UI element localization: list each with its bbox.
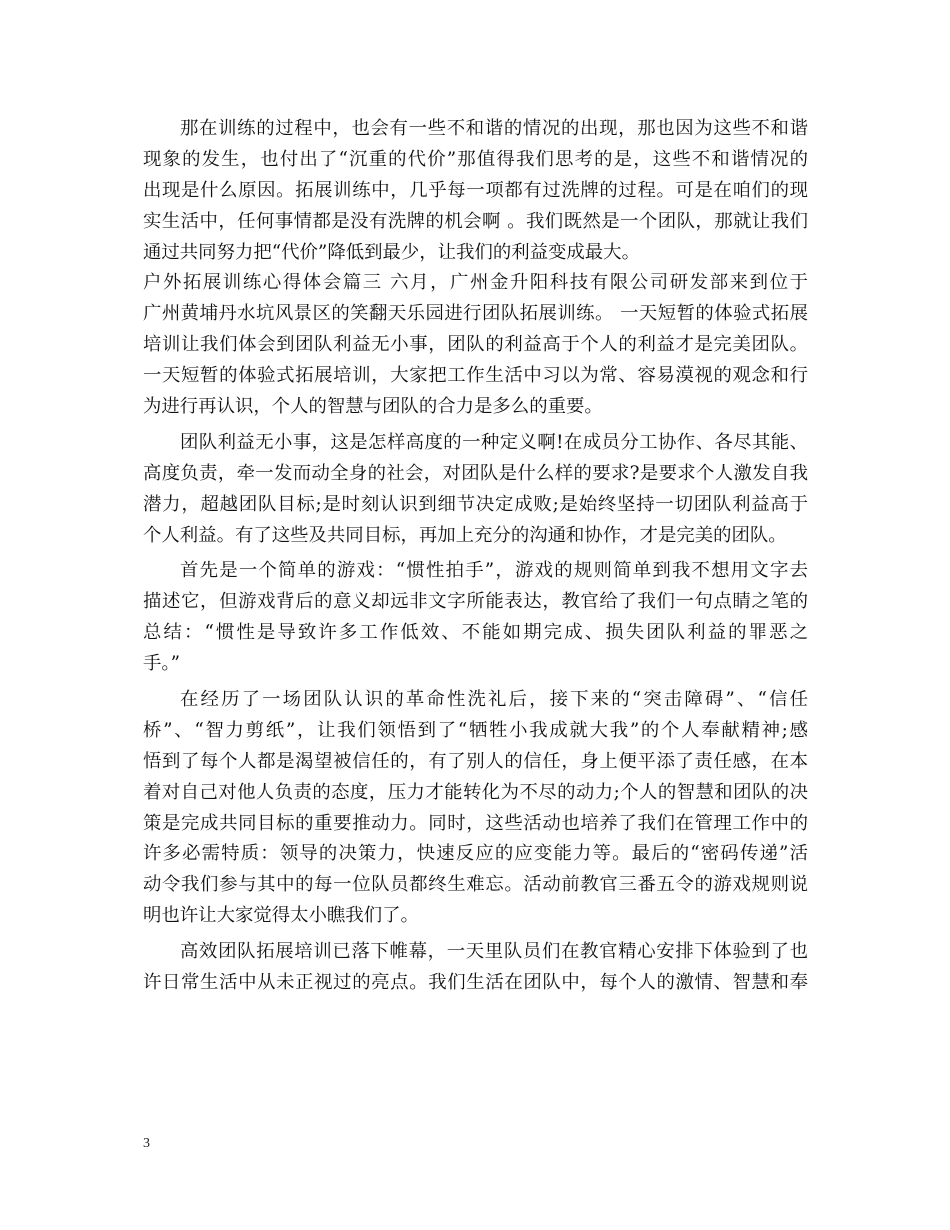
text-line: 动令我们参与其中的每一位队员都终生难忘。活动前教官三番五令的游戏规则说 xyxy=(143,874,808,896)
paragraph xyxy=(143,685,808,932)
paragraph xyxy=(143,428,808,552)
paragraph xyxy=(143,268,808,422)
text-line: 现象的发生，也付出了“沉重的代价”那值得我们思考的是，这些不和谐情况的 xyxy=(143,148,808,170)
document-body xyxy=(143,114,808,999)
text-line: 许多必需特质：领导的决策力，快速反应的应变能力等。最后的“密码传递”活 xyxy=(143,843,808,865)
text-line: 描述它，但游戏背后的意义却远非文字所能表达，教官给了我们一句点睛之笔的 xyxy=(143,591,808,613)
text-line: 悟到了每个人都是渴望被信任的，有了别人的信任，身上便平添了责任感，在本 xyxy=(143,750,808,772)
text-line: 那在训练的过程中，也会有一些不和谐的情况的出现，那也因为这些不和谐 xyxy=(180,118,808,139)
text-line: 手。” xyxy=(143,653,180,675)
text-line: 通过共同努力把“代价”降低到最少，让我们的利益变成最大。 xyxy=(143,241,640,263)
text-line: 高度负责，牵一发而动全身的社会，对团队是什么样的要求?是要求个人激发自我 xyxy=(143,462,808,484)
text-line: 培训让我们体会到团队利益无小事，团队的利益高于个人的利益才是完美团队。 xyxy=(143,334,808,356)
text-line: 着对自己对他人负责的态度，压力才能转化为不尽的动力;个人的智慧和团队的决 xyxy=(143,781,808,803)
text-line: 在经历了一场团队认识的革命性洗礼后，接下来的“突击障碍”、“信任 xyxy=(180,689,808,711)
text-line: 高效团队拓展培训已落下帷幕，一天里队员们在教官精心安排下体验到了也 xyxy=(180,941,808,963)
text-line: 为进行再认识，个人的智慧与团队的合力是多么的重要。 xyxy=(143,396,603,418)
text-line: 一天短暂的体验式拓展培训，大家把工作生活中习以为常、容易漠视的观念和行 xyxy=(143,365,808,387)
text-line: 实生活中，任何事情都是没有洗牌的机会啊 。我们既然是一个团队，那就让我们 xyxy=(143,210,808,232)
text-line: 桥”、“智力剪纸”，让我们领悟到了“牺牲小我成就大我”的个人奉献精神;感 xyxy=(143,719,808,741)
text-line: 总结：“惯性是导致许多工作低效、不能如期完成、损失团队利益的罪恶之 xyxy=(143,622,808,644)
text-line: 首先是一个简单的游戏：“惯性拍手”，游戏的规则简单到我不想用文字去 xyxy=(180,560,808,582)
text-line: 团队利益无小事，这是怎样高度的一种定义啊!在成员分工协作、各尽其能、 xyxy=(180,431,808,453)
text-line: 广州黄埔丹水坑风景区的笑翻天乐园进行团队拓展训练。 一天短暂的体验式拓展 xyxy=(143,303,808,325)
text-line: 户外拓展训练心得体会篇三 六月，广州金升阳科技有限公司研发部来到位于 xyxy=(143,272,808,294)
text-line: 许日常生活中从未正视过的亮点。我们生活在团队中，每个人的激情、智慧和奉 xyxy=(143,972,808,994)
paragraph xyxy=(143,556,808,680)
text-line: 潜力，超越团队目标;是时刻认识到细节决定成败;是始终坚持一切团队利益高于 xyxy=(143,493,808,515)
paragraph xyxy=(143,937,808,999)
page-number: 3 xyxy=(143,1136,150,1151)
text-line: 个人利益。有了这些及共同目标，再加上充分的沟通和协作，才是完美的团队。 xyxy=(143,524,787,546)
paragraph xyxy=(143,114,808,268)
text-line: 出现是什么原因。拓展训练中，几乎每一项都有过洗牌的过程。可是在咱们的现 xyxy=(143,179,808,201)
text-line: 明也许让大家觉得太小瞧我们了。 xyxy=(143,905,419,927)
text-line: 策是完成共同目标的重要推动力。同时，这些活动也培养了我们在管理工作中的 xyxy=(143,812,808,834)
